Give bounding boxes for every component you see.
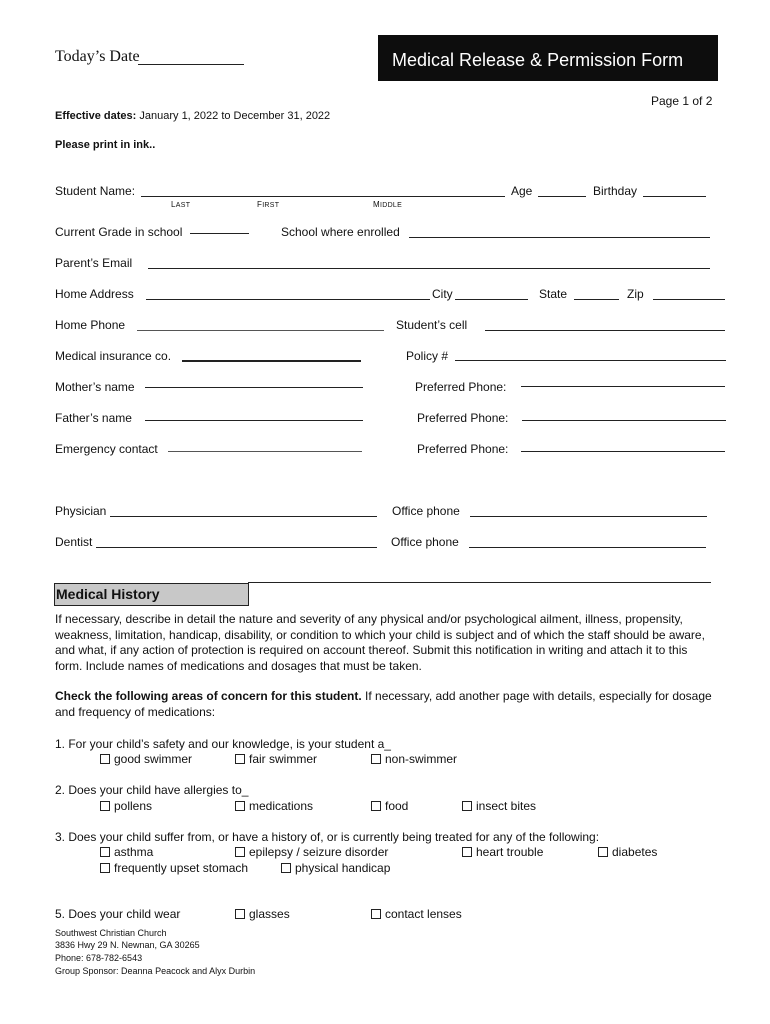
option-fair-swimmer[interactable]	[235, 752, 317, 766]
check-instructions	[55, 689, 715, 720]
checkbox[interactable]	[462, 847, 472, 857]
option-label: non-swimmer	[385, 752, 458, 766]
physician-label: Physician	[55, 504, 107, 518]
option-label: contact lenses	[385, 907, 462, 921]
medical-history-heading-box	[54, 583, 249, 606]
dentist-office-phone-field[interactable]	[469, 547, 706, 548]
checkbox[interactable]	[235, 754, 245, 764]
zip-field[interactable]	[653, 299, 725, 300]
first-caption: FIRST	[257, 200, 280, 209]
option-non-swimmer[interactable]	[371, 752, 457, 766]
birthday-field[interactable]	[643, 196, 706, 197]
home-address-field[interactable]	[146, 299, 430, 300]
question-3: 3. Does your child suffer from, or have a history of, or is currently being treated for any of the following:	[55, 830, 600, 844]
option-label: medications	[249, 799, 314, 813]
option-label: diabetes	[612, 845, 658, 859]
parents-email-field[interactable]	[148, 268, 710, 269]
mothers-name-label: Mother’s name	[55, 380, 135, 394]
form-title: Medical Release & Permission Form	[392, 50, 684, 70]
medical-history-heading: Medical History	[56, 586, 160, 602]
checkbox[interactable]	[235, 909, 245, 919]
student-name-field[interactable]	[141, 196, 505, 197]
option-insect-bites[interactable]	[462, 799, 536, 813]
todays-date-label: Today’s Date	[55, 48, 140, 65]
option-label: insect bites	[476, 799, 537, 813]
student-name-label: Student Name:	[55, 184, 136, 198]
print-note: Please print in ink..	[55, 139, 156, 151]
option-pollens[interactable]	[100, 799, 152, 813]
school-enrolled-label: School where enrolled	[281, 225, 400, 239]
fathers-name-label: Father’s name	[55, 411, 132, 425]
birthday-label: Birthday	[593, 184, 638, 198]
dentist-office-phone-label: Office phone	[391, 535, 459, 549]
check-instructions-rest: If necessary, add another page with details, especially for dosage and frequency of medications:	[55, 689, 712, 719]
question-5: 5. Does your child wear	[55, 907, 181, 921]
middle-caption: MIDDLE	[373, 200, 403, 209]
emergency-preferred-phone-label: Preferred Phone:	[417, 442, 509, 456]
policy-label: Policy #	[406, 349, 449, 363]
city-label: City	[432, 287, 453, 301]
checkbox[interactable]	[462, 801, 472, 811]
checkbox[interactable]	[100, 801, 110, 811]
city-field[interactable]	[455, 299, 528, 300]
question-2: 2. Does your child have allergies to_	[55, 783, 249, 797]
effective-dates-label: Effective dates:	[55, 110, 137, 122]
state-label: State	[539, 287, 568, 301]
students-cell-label: Student’s cell	[396, 318, 468, 332]
checkbox[interactable]	[235, 847, 245, 857]
footer-phone: Phone: 678-782-6543	[55, 953, 143, 963]
age-label: Age	[511, 184, 533, 198]
option-physical-handicap[interactable]	[281, 861, 390, 875]
page-number: Page 1 of 2	[651, 94, 713, 108]
option-label: asthma	[114, 845, 154, 859]
option-label: good swimmer	[114, 752, 193, 766]
school-enrolled-field[interactable]	[409, 237, 710, 238]
option-food[interactable]	[371, 799, 408, 813]
emergency-contact-label: Emergency contact	[55, 442, 158, 456]
checkbox[interactable]	[100, 847, 110, 857]
physician-office-phone-field[interactable]	[470, 516, 707, 517]
home-address-label: Home Address	[55, 287, 134, 301]
state-field[interactable]	[574, 299, 619, 300]
checkbox[interactable]	[235, 801, 245, 811]
footer-church: Southwest Christian Church	[55, 928, 167, 938]
fathers-name-field[interactable]	[145, 420, 363, 421]
section-divider	[248, 582, 711, 583]
checkbox[interactable]	[371, 909, 381, 919]
mother-preferred-phone-label: Preferred Phone:	[415, 380, 507, 394]
option-diabetes[interactable]	[598, 845, 657, 859]
parents-email-label: Parent’s Email	[55, 256, 133, 270]
option-label: frequently upset stomach	[114, 861, 249, 875]
todays-date-field[interactable]	[138, 64, 244, 65]
checkbox[interactable]	[598, 847, 608, 857]
option-asthma[interactable]	[100, 845, 153, 859]
home-phone-field[interactable]	[137, 330, 384, 331]
physician-office-phone-label: Office phone	[392, 504, 460, 518]
footer-address: 3836 Hwy 29 N. Newnan, GA 30265	[55, 940, 200, 950]
option-good-swimmer[interactable]	[100, 752, 192, 766]
age-field[interactable]	[538, 196, 586, 197]
option-heart-trouble[interactable]	[462, 845, 543, 859]
effective-dates-value: January 1, 2022 to December 31, 2022	[139, 110, 331, 122]
check-instructions-bold: Check the following areas of concern for this student.	[55, 689, 362, 703]
question-1: 1. For your child’s safety and our knowledge, is your student a_	[55, 737, 391, 751]
option-label: physical handicap	[295, 861, 391, 875]
mothers-name-field[interactable]	[145, 387, 363, 388]
effective-dates	[55, 110, 330, 122]
option-label: food	[385, 799, 409, 813]
students-cell-field[interactable]	[485, 330, 725, 331]
option-medications[interactable]	[235, 799, 313, 813]
option-label: fair swimmer	[249, 752, 317, 766]
option-epilepsy[interactable]	[235, 845, 388, 859]
mother-preferred-phone-field[interactable]	[521, 386, 725, 387]
option-label: heart trouble	[476, 845, 544, 859]
checkbox[interactable]	[281, 863, 291, 873]
option-label: pollens	[114, 799, 153, 813]
footer-sponsor: Group Sponsor: Deanna Peacock and Alyx Durbin	[55, 966, 256, 976]
medical-history-intro: If necessary, describe in detail the nature and severity of any physical and/or psychological ailment, illness, propensity, weakness, limitation, handicap, disability, or condition to which your child is subject and of which the staff should be aware, and what, if any action of protection is required on account thereof. Submit this notification in writing and attach it to this form. Include names of medications and dosages that must be taken.	[55, 612, 705, 673]
checkbox[interactable]	[100, 863, 110, 873]
zip-label: Zip	[627, 287, 644, 301]
checkbox[interactable]	[100, 754, 110, 764]
form-title-banner	[378, 35, 718, 81]
current-grade-field[interactable]	[190, 233, 249, 234]
home-phone-label: Home Phone	[55, 318, 126, 332]
option-label: epilepsy / seizure disorder	[249, 845, 389, 859]
medical-insurance-field[interactable]	[182, 360, 361, 362]
father-preferred-phone-label: Preferred Phone:	[417, 411, 509, 425]
medical-insurance-label: Medical insurance co.	[55, 349, 172, 363]
dentist-field[interactable]	[96, 547, 377, 548]
father-preferred-phone-field[interactable]	[522, 420, 726, 421]
dentist-label: Dentist	[55, 535, 93, 549]
option-contact-lenses[interactable]	[371, 907, 462, 921]
emergency-contact-field[interactable]	[168, 451, 362, 452]
current-grade-label: Current Grade in school	[55, 225, 183, 239]
checkbox[interactable]	[371, 754, 381, 764]
last-caption: LAST	[171, 200, 191, 209]
option-label: glasses	[249, 907, 290, 921]
physician-field[interactable]	[110, 516, 377, 517]
option-upset-stomach[interactable]	[100, 861, 248, 875]
policy-field[interactable]	[455, 360, 726, 361]
checkbox[interactable]	[371, 801, 381, 811]
option-glasses[interactable]	[235, 907, 290, 921]
emergency-preferred-phone-field[interactable]	[521, 451, 725, 452]
